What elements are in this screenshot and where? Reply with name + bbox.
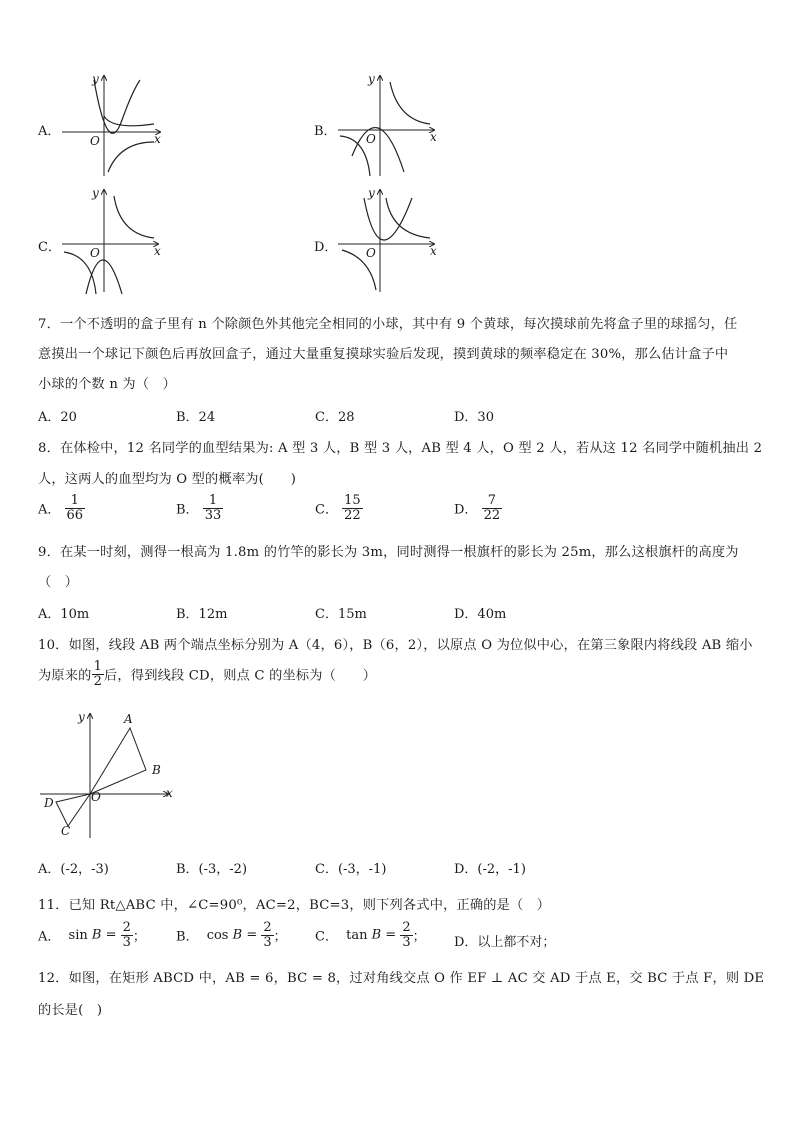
q9-text-line-1: 9．在某一时刻，测得一根高为 1.8m 的竹竿的影长为 3m，同时测得一根旗杆的影长为 25m，那么这根旗杆的高度为 xyxy=(38,545,739,560)
q10-option-d[interactable]: D．(-2，-1) xyxy=(454,862,526,877)
option-label: D． xyxy=(314,240,338,255)
x-axis-label: x xyxy=(154,132,161,146)
q9-text-line-2: （ ） xyxy=(38,575,79,590)
graph-c-svg xyxy=(36,186,176,296)
numerator: 1 xyxy=(65,494,86,509)
q7-option-a[interactable]: A．20 xyxy=(38,410,77,425)
option-label: C． xyxy=(38,240,61,255)
origin-label: O xyxy=(366,246,376,260)
option-label: D． xyxy=(454,502,478,518)
point-a-label: A xyxy=(124,712,133,726)
option-label: A． xyxy=(38,929,61,945)
q10-option-b[interactable]: B．(-3，-2) xyxy=(176,862,248,877)
q12-text-line-1: 12．如图，在矩形 ABCD 中，AB = 6，BC = 8，过对角线交点 O 作 EF ⊥ AC 交 AD 于点 E，交 BC 于点 F，则 DE xyxy=(38,971,765,986)
semicolon: ； xyxy=(273,929,287,945)
numerator: 2 xyxy=(402,920,411,935)
q8-text-line-1: 8．在体检中，12 名同学的血型结果为: A 型 3 人，B 型 3 人，AB 型 4 人，O 型 2 人，若从这 12 名同学中随机抽出 2 xyxy=(38,441,763,456)
graph-b-svg xyxy=(312,72,452,180)
origin-label: O xyxy=(90,134,100,148)
origin-label: O xyxy=(91,790,101,804)
q10-option-c[interactable]: C．(-3，-1) xyxy=(315,862,387,877)
equals-sign: = xyxy=(246,927,258,943)
fraction-one-half xyxy=(92,660,104,688)
variable: B xyxy=(371,927,382,943)
fraction xyxy=(342,494,363,522)
x-axis-label: x xyxy=(154,244,161,258)
q9-option-b[interactable]: B．12m xyxy=(176,607,228,622)
q11-option-b[interactable] xyxy=(176,921,287,949)
numerator: 1 xyxy=(93,659,103,674)
denominator: 22 xyxy=(483,507,501,523)
q10-option-a[interactable]: A．(-2，-3) xyxy=(38,862,109,877)
q8-option-a[interactable] xyxy=(38,494,85,522)
q11-option-a[interactable] xyxy=(38,921,146,949)
equals-sign: = xyxy=(105,927,117,943)
graph-option-a xyxy=(36,72,176,180)
point-d-label: D xyxy=(44,796,54,810)
y-axis-label: y xyxy=(368,186,375,200)
q7-option-c[interactable]: C．28 xyxy=(315,410,355,425)
graph-option-c xyxy=(36,186,176,296)
denominator: 3 xyxy=(263,934,272,950)
fraction xyxy=(65,494,86,522)
numerator: 1 xyxy=(203,494,224,509)
q9-option-a[interactable]: A．10m xyxy=(38,607,90,622)
q8-option-c[interactable] xyxy=(315,494,363,522)
x-axis-label: x xyxy=(166,786,173,800)
point-c-label: C xyxy=(61,824,71,838)
function-name: tan xyxy=(346,927,368,943)
denominator: 22 xyxy=(344,507,361,523)
q8-option-d[interactable] xyxy=(454,494,502,522)
q8-text-line-2: 人，这两人的血型均为 O 型的概率为( ) xyxy=(38,472,297,487)
origin-label: O xyxy=(366,132,376,146)
denominator: 2 xyxy=(93,673,103,689)
option-label: C． xyxy=(315,929,338,945)
fraction xyxy=(261,921,273,949)
q11-option-d[interactable]: D．以上都不对； xyxy=(454,935,556,950)
origin-label: O xyxy=(90,246,100,260)
numerator: 15 xyxy=(344,493,361,508)
option-label: B． xyxy=(176,502,199,518)
q7-text-line-2: 意摸出一个球记下颜色后再放回盒子，通过大量重复摸球实验后发现，摸到黄球的频率稳定在 30%，那么估计盒子中 xyxy=(38,347,729,362)
option-label: B． xyxy=(314,124,337,139)
point-b-label: B xyxy=(152,763,161,777)
q12-text-line-2: 的长是( ) xyxy=(38,1003,103,1018)
function-name: cos xyxy=(206,927,229,943)
q8-option-b[interactable] xyxy=(176,494,223,522)
variable: B xyxy=(232,927,243,943)
graph-option-d xyxy=(312,186,452,296)
option-label: A． xyxy=(38,502,61,518)
y-axis-label: y xyxy=(92,186,99,200)
equals-sign: = xyxy=(385,927,397,943)
q10-coordinate-svg xyxy=(38,708,188,840)
denominator: 3 xyxy=(402,934,411,950)
option-label: C． xyxy=(315,502,338,518)
q9-option-d[interactable]: D．40m xyxy=(454,607,507,622)
q7-option-b[interactable]: B．24 xyxy=(176,410,216,425)
q7-text-line-3: 小球的个数 n 为（ ） xyxy=(38,377,176,392)
denominator: 3 xyxy=(122,934,131,950)
numerator: 7 xyxy=(482,494,503,509)
q10-text-line-1: 10．如图，线段 AB 两个端点坐标分别为 A（4，6），B（6，2），以原点 O 为位似中心，在第三象限内将线段 AB 缩小 xyxy=(38,638,753,653)
semicolon: ； xyxy=(412,929,426,945)
graph-d-svg xyxy=(312,186,452,296)
function-name: sin xyxy=(68,927,88,943)
q11-option-c[interactable] xyxy=(315,921,426,949)
semicolon: ； xyxy=(132,929,146,945)
x-axis-label: x xyxy=(430,244,437,258)
numerator: 2 xyxy=(122,920,131,935)
q7-text-line-1: 7．一个不透明的盒子里有 n 个除颜色外其他完全相同的小球，其中有 9 个黄球，每次摸球前先将盒子里的球摇匀，任 xyxy=(38,317,738,332)
graph-a-svg xyxy=(36,72,176,180)
q10-text-suffix: 后，得到线段 CD，则点 C 的坐标为（ ） xyxy=(104,668,377,684)
q9-option-c[interactable]: C．15m xyxy=(315,607,367,622)
q10-figure xyxy=(38,708,188,840)
fraction xyxy=(203,494,224,522)
fraction xyxy=(121,921,133,949)
denominator: 33 xyxy=(204,507,222,523)
option-label: B． xyxy=(176,929,199,945)
q11-text-line-1: 11．已知 Rt△ABC 中，∠C=90⁰，AC=2，BC=3，则下列各式中，正确的是（ ） xyxy=(38,898,551,913)
x-axis-label: x xyxy=(430,130,437,144)
graph-option-b xyxy=(312,72,452,180)
fraction xyxy=(482,494,503,522)
q10-text-prefix: 为原来的 xyxy=(38,668,92,684)
y-axis-label: y xyxy=(92,72,99,86)
y-axis-label: y xyxy=(368,72,375,86)
y-axis-label: y xyxy=(78,710,85,724)
option-label: A． xyxy=(38,124,61,139)
numerator: 2 xyxy=(263,920,272,935)
q7-option-d[interactable]: D．30 xyxy=(454,410,494,425)
q10-text-line-2 xyxy=(38,660,376,688)
fraction xyxy=(400,921,412,949)
denominator: 66 xyxy=(66,507,84,523)
variable: B xyxy=(91,927,102,943)
